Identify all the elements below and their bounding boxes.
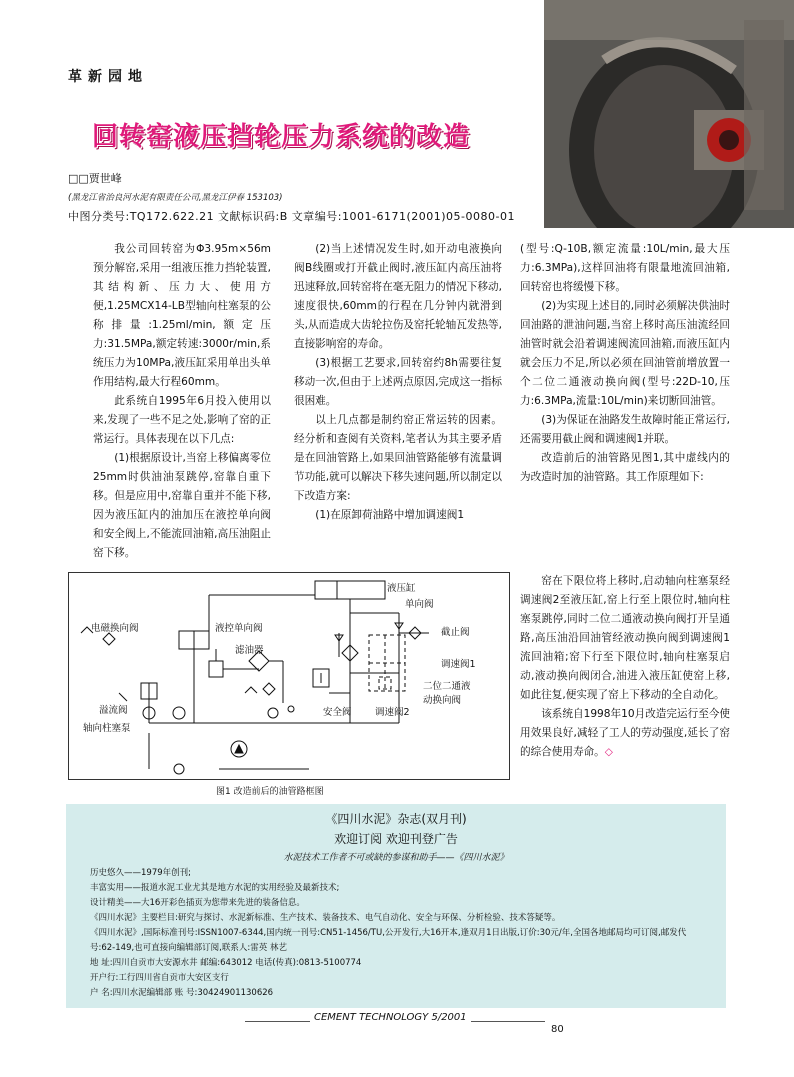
paragraph: (3)根据工艺要求,回转窑约8h需要往复移动一次,但由于上述两点原因,完成这一指标很困难。 <box>294 357 503 407</box>
paragraph-text: 该系统自1998年10月改造完运行至今使用效果良好,减轻了工人的劳动强度,延长了窑的综合使用寿命。 <box>520 708 730 758</box>
label-stop-valve: 截止阀 <box>441 627 470 638</box>
label-filter: 滤油器 <box>235 645 264 656</box>
label-cylinder: 液压缸 <box>387 583 416 594</box>
article-title: 回转窑液压挡轮压力系统的改造 <box>92 122 471 152</box>
ad-title: 《四川水泥》杂志(双月刊) <box>325 812 467 826</box>
paragraph: (1)在原卸荷油路中增加调速阀1 <box>315 509 465 521</box>
ad-line: 地 址:四川自贡市大安源水井 邮编:643012 电话(传真):0813-5100774 <box>90 958 362 968</box>
label-pump: 轴向柱塞泵 <box>83 723 131 734</box>
ad-line: 丰富实用——报道水泥工业尤其是地方水泥的实用经验及最新技术; <box>90 883 340 893</box>
ad-line: 历史悠久——1979年创刊; <box>90 868 191 878</box>
ad-line: 户 名:四川水泥编辑部 账 号:30424901130626 <box>90 988 274 998</box>
ad-line: 设计精美——大16开彩色插页为您带来先进的装备信息。 <box>90 898 305 908</box>
paragraph <box>520 705 730 762</box>
label-pilot-check: 液控单向阀 <box>215 623 263 634</box>
classification-line: 中图分类号:TQ172.622.21 文献标识码:B 文章编号:1001-6171(2001)05-0080-01 <box>68 210 515 223</box>
header-photo <box>544 0 794 228</box>
footer-journal: CEMENT TECHNOLOGY 5/2001 <box>310 1012 471 1023</box>
paragraph: (型号:Q-10B,额定流量:10L/min,最大压力:6.3MPa),这样回油将有限量地流回油箱,回转窑也将缓慢下移。 <box>520 243 730 293</box>
section-label: 革新园地 <box>68 69 148 85</box>
paragraph: (2)为实现上述目的,同时必须解决供油时回油路的泄油问题,当窑上移时高压油流经回油管时就会沿着调速阀流回油箱,而液压缸内就会压力不足,所以必须在回油管前增放置一个二位二通液动换向阀(型号:22D-10,压力:6.3MPa,流量:10L/min)来切断回油管。 <box>520 300 730 407</box>
journal-advertisement <box>66 804 726 1008</box>
paragraph: 此系统自1995年6月投入使用以来,发现了一些不足之处,影响了窑的正常运行。具体表现在以下几点: <box>93 395 271 445</box>
label-speed-valve-1: 调速阀1 <box>441 659 476 670</box>
label-safety-valve: 安全阀 <box>323 707 352 718</box>
label-speed-valve-2: 调速阀2 <box>375 707 410 718</box>
paragraph: 以上几点都是制约窑正常运转的因素。经分析和查阅有关资料,笔者认为其主要矛盾是在回油管路上,如果回油管路能够有流量调节功能,就可以解决下移失速问题,所以制定以下改造方案: <box>294 414 503 502</box>
paragraph: (1)根据原设计,当窑上移偏离零位25mm时供油油泵跳停,窑靠自重下移。但是应用中,窑靠自重并不能下移,因为液压缸内的油加压在液控单向阀和安全阀上,不能流回油箱,高压油阻止窑下移。 <box>93 452 271 559</box>
ad-line: 《四川水泥》,国际标准刊号:ISSN1007-6344,国内统一刊号:CN51-1456/TU,公开发行,大16开本,逢双月1日出版,订价:30元/年,全国各地邮局均可订阅,邮发代号:62-149,也可直接向编辑部订阅,联系人:雷英 林艺 <box>90 928 687 953</box>
text-column-4 <box>520 572 730 762</box>
page-number: 80 <box>551 1024 564 1035</box>
author: □□贾世峰 <box>68 172 122 185</box>
ad-line: 开户行:工行四川省自贡市大安区支行 <box>90 973 229 983</box>
label-two-way-valve-2: 动换向阀 <box>423 695 462 706</box>
ad-line: 《四川水泥》主要栏目:研究与探讨、水泥新标准、生产技术、装备技术、电气自动化、安全与环保、分析检验、技术答疑等。 <box>90 913 561 923</box>
affiliation: (黑龙江省治良河水泥有限责任公司,黑龙江伊春 153103) <box>68 193 283 203</box>
ad-subtitle: 欢迎订阅 欢迎刊登广告 <box>334 832 458 846</box>
label-solenoid-valve: 电磁换向阀 <box>91 623 139 634</box>
ad-details <box>90 866 710 1001</box>
hydraulic-circuit-svg <box>69 573 509 779</box>
text-column-1 <box>93 240 271 563</box>
end-mark: ◇ <box>604 746 613 758</box>
figure-caption: 图1 改造前后的油管路框图 <box>216 787 324 797</box>
kiln-photo-illustration <box>544 0 794 228</box>
paragraph: 窑在下限位将上移时,启动轴向柱塞泵经调速阀2至液压缸,窑上行至上限位时,轴向柱塞泵跳停,同时二位二通液动换向阀打开呈通路,高压油沿回油管经液动换向阀到调速阀1流回油箱;窑下行至下限位时,轴向柱塞泵启动,液动换向阀闭合,油进入液压缸使窑上移,如此往复,便实现了窑上下移动的全自动化。 <box>520 575 730 701</box>
label-two-way-valve-1: 二位二通液 <box>423 681 471 692</box>
label-overflow-valve: 溢流阀 <box>99 705 128 716</box>
paragraph: 我公司回转窑为Φ3.95m×56m预分解窑,采用一组液压推力挡轮装置,其结构新、压力大、使用方便,1.25MCX14-LB型轴向柱塞泵的公称排量:1.25ml/min,额定压力:31.5MPa,额定转速:3000r/min,系统压力为10MPa,液压缸采用单出头单作用结构,最大行程60mm。 <box>93 243 271 388</box>
text-column-3 <box>520 240 730 487</box>
figure-hydraulic-diagram <box>68 572 510 780</box>
label-check-valve: 单向阀 <box>405 599 434 610</box>
text-column-2 <box>294 240 502 525</box>
paragraph: (3)为保证在油路发生故障时能正常运行,还需要用截止阀和调速阀1并联。 <box>520 414 730 445</box>
paragraph: 改造前后的油管路见图1,其中虚线内的为改造时加的油管路。其工作原理如下: <box>520 452 730 483</box>
paragraph: (2)当上述情况发生时,如开动电液换向阀B线圈或打开截止阀时,液压缸内高压油将迅速释放,回转窑将在毫无阻力的情况下移动,速度很快,60mm的行程在几分钟内就滑到头,从而造成大齿轮拉伤及窑托轮轴瓦发热等,直接影响窑的寿命。 <box>294 243 503 350</box>
ad-slogan: 水泥技术工作者不可或缺的参谋和助手——《四川水泥》 <box>283 853 509 863</box>
